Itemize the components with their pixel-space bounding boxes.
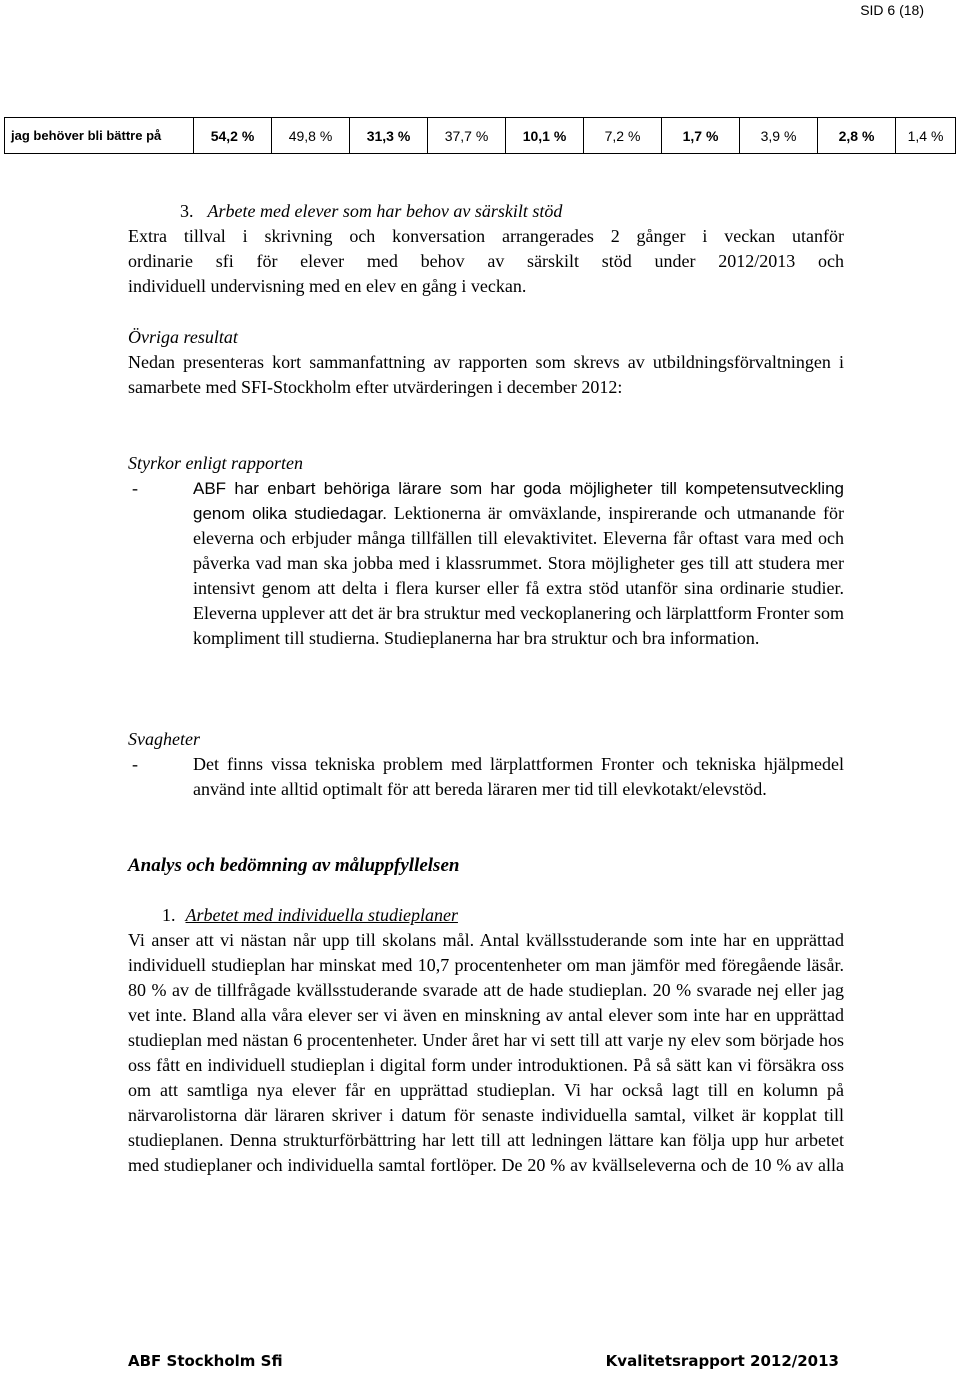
table-cell: 10,1 % [506, 118, 584, 154]
paragraph-line: Extra tillval i skrivning och konversation arrangerades 2 gånger i veckan utanför [128, 226, 844, 246]
svagheter-heading-block [128, 727, 844, 752]
section-1 [128, 903, 844, 1178]
section-3 [128, 199, 844, 299]
bullet-dash: - [132, 754, 138, 774]
table-cell: 2,8 % [818, 118, 896, 154]
bullet-text: Det finns vissa tekniska problem med lärplattformen Fronter och tekniska hjälpmedel använd inte alltid optimalt för att bereda läraren mer tid till elevkotakt/elevstöd. [193, 754, 844, 799]
table-cell: 7,2 % [584, 118, 662, 154]
section-3-heading [128, 199, 844, 224]
section-1-heading [128, 903, 844, 928]
row-label: jag behöver bli bättre på [5, 118, 194, 154]
paragraph-line: individuell undervisning med en elev en gång i veckan. [128, 276, 527, 296]
section-1-paragraph: Vi anser att vi nästan når upp till skolans mål. Antal kvällsstuderande som inte har en upprättad individuell studieplan har minskat med 10,7 procentenheter om man jämför med föregående läsår. 80 % av de tillfrågade kvällsstuderande svarade att de hade studieplan. 20 % svarade nej eller jag vet inte. Bland alla våra elever ser vi även en minskning av antal elever som inte har en upprättad studieplan med nästan 6 procentenheter. Under året har vi sett till att varje ny elev som började hos oss fått en individuell studieplan i digital form under introduktionen. På så sätt kan vi försäkra oss om att samtliga nya elever får en upprättad studieplan. Vi har också lagt till en kolumn på närvarolistorna där läraren skriver i datum för senaste individuella samtal, vilket är kopplat till studieplanen. Denna strukturförbättring har lett till att ledningen lättare kan följa upp hur arbetet med studieplaner och individuella samtal fortlöper. De 20 % av kvällseleverna och de 10 % av alla [128, 930, 844, 1175]
bullet-text [193, 476, 844, 651]
analys-heading: Analys och bedömning av måluppfyllelsen [128, 855, 460, 876]
table-cell: 37,7 % [428, 118, 506, 154]
table-cell: 1,7 % [662, 118, 740, 154]
table-cell: 3,9 % [740, 118, 818, 154]
styrkor-heading-block [128, 451, 844, 476]
bullet-text-sans: ABF har enbart behöriga lärare som har goda möjligheter till kompetensutveckling genom olika studiedagar. [193, 479, 844, 523]
table-cell: 31,3 % [350, 118, 428, 154]
svagheter-heading: Svagheter [128, 729, 200, 749]
section-number: 3. [180, 201, 194, 221]
ovriga-section [128, 325, 844, 400]
ovriga-heading: Övriga resultat [128, 327, 238, 347]
styrkor-bullet [128, 476, 844, 651]
table-row [5, 118, 956, 154]
ovriga-paragraph: Nedan presenteras kort sammanfattning av rapporten som skrevs av utbildningsförvaltningen i samarbete med SFI-Stockholm efter utvärderingen i december 2012: [128, 352, 844, 397]
analys-block [128, 853, 844, 878]
table-cell: 54,2 % [194, 118, 272, 154]
footer-left: ABF Stockholm Sfi [128, 1352, 283, 1370]
table-cell: 49,8 % [272, 118, 350, 154]
heading-text: Arbete med elever som har behov av särskilt stöd [207, 201, 563, 221]
table-cell: 1,4 % [896, 118, 956, 154]
page-number: SID 6 (18) [860, 2, 924, 18]
styrkor-heading: Styrkor enligt rapporten [128, 453, 303, 473]
heading-text: Arbetet med individuella studieplaner [185, 905, 458, 925]
svagheter-bullet [128, 752, 844, 802]
bullet-text-serif: Lektionerna är omväxlande, inspirerande och utmanande för eleverna och erbjuder många tillfällen till elevaktivitet. Eleverna får oftast vara med och påverka vad man ska jobba med i klassrummet. Stora möjligheter ges till att studera mer intensivt genom att delta i flera kurser eller få extra stöd utanför sina ordinarie studier. Eleverna upplever att det är bra struktur med veckoplanering och lärplattform Fronter som kompliment till studierna. Studieplanerna har bra struktur och bra information. [193, 503, 844, 648]
footer-right: Kvalitetsrapport 2012/2013 [605, 1352, 839, 1370]
results-table [4, 117, 956, 154]
bullet-dash: - [132, 478, 138, 498]
section-number: 1. [162, 905, 176, 925]
paragraph-line: ordinarie sfi för elever med behov av särskilt stöd under 2012/2013 och [128, 251, 844, 271]
